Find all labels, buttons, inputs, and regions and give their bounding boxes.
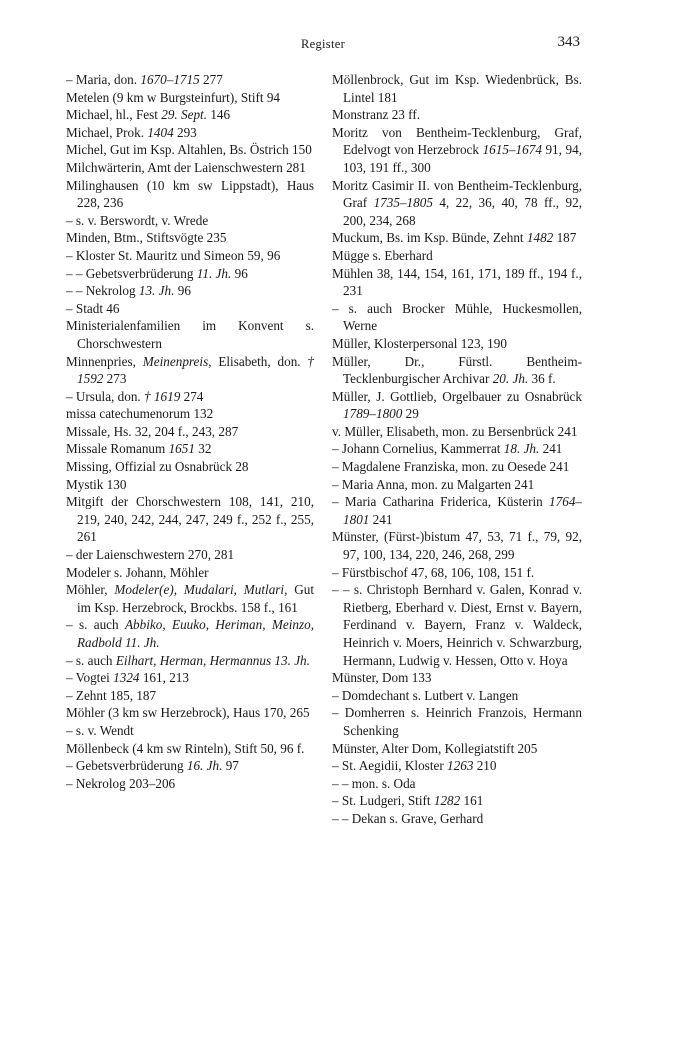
index-entry: – Maria Catharina Friderica, Küsterin 1764–1801 241: [332, 494, 582, 527]
index-entry: – s. auch Abbiko, Euuko, Heriman, Meinzo, Radbold 11. Jh.: [66, 617, 315, 650]
index-entry: Minnenpries, Meinenpreis, Elisabeth, don. † 1592 273: [66, 353, 314, 387]
index-entry: Münster, (Fürst-)bistum 47, 53, 71 f., 79, 92, 97, 100, 134, 220, 246, 268, 299: [332, 529, 582, 563]
index-entry: Müller, Dr., Fürstl. Bentheim-Tecklenburgischer Archivar 20. Jh. 36 f.: [332, 353, 582, 387]
index-entry: – Domdechant s. Lutbert v. Langen: [332, 687, 519, 703]
index-entry: – s. auch Eilhart, Herman, Hermannus 13. Jh.: [66, 652, 310, 668]
index-entry: – Stadt 46: [66, 300, 120, 316]
index-entry: Mitgift der Chorschwestern 108, 141, 210, 219, 240, 242, 244, 247, 249 f., 252 f., 255, 261: [66, 494, 314, 545]
index-entry: Ministerialenfamilien im Konvent s. Chorschwestern: [66, 318, 314, 351]
index-entry: Mühlen 38, 144, 154, 161, 171, 189 ff., 194 f., 231: [332, 265, 582, 299]
index-entry: – Gebetsverbrüderung 16. Jh. 97: [66, 758, 239, 774]
index-entry: Müller, Klosterpersonal 123, 190: [332, 335, 507, 351]
index-entry: Münster, Alter Dom, Kollegiatstift 205: [332, 740, 538, 756]
index-entry: – Fürstbischof 47, 68, 106, 108, 151 f.: [332, 564, 535, 580]
index-entry: – Magdalene Franziska, mon. zu Oesede 241: [332, 459, 570, 475]
index-entry: – s. v. Wendt: [66, 722, 134, 738]
running-head: Register: [300, 37, 346, 51]
index-entry: Minden, Btm., Stiftsvögte 235: [66, 230, 227, 246]
index-entry: Möhler (3 km sw Herzebrock), Haus 170, 265: [66, 705, 310, 721]
index-entry: – Kloster St. Mauritz und Simeon 59, 96: [66, 247, 281, 263]
index-entry: Möllenbrock, Gut im Ksp. Wiedenbrück, Bs. Lintel 181: [332, 72, 582, 105]
index-entry: – Ursula, don. † 1619 274: [66, 388, 204, 404]
index-entry: Modeler s. Johann, Möhler: [66, 564, 209, 580]
index-entry: Mügge s. Eberhard: [332, 247, 433, 263]
index-entry: – – mon. s. Oda: [332, 775, 416, 791]
index-entry: Möhler, Modeler(e), Mudalari, Mutlari, Gut im Ksp. Herzebrock, Brockbs. 158 f., 161: [66, 582, 314, 615]
index-entry: Möllenbeck (4 km sw Rinteln), Stift 50, 96 f.: [66, 740, 305, 756]
index-entry: Milinghausen (10 km sw Lippstadt), Haus 228, 236: [66, 177, 314, 211]
index-entry: Moritz Casimir II. von Bentheim-Tecklenburg, Graf 1735–1805 4, 22, 36, 40, 78 ff., 92, 200, 234, 268: [332, 177, 582, 228]
index-entry: Michael, hl., Fest 29. Sept. 146: [66, 107, 231, 123]
index-entry: Milchwärterin, Amt der Laienschwestern 281: [66, 159, 306, 175]
index-entry: Müller, J. Gottlieb, Orgelbauer zu Osnabrück 1789–1800 29: [332, 388, 582, 422]
index-entry: Münster, Dom 133: [332, 670, 432, 686]
index-entry: – St. Ludgeri, Stift 1282 161: [332, 793, 484, 809]
index-entry: Mystik 130: [66, 476, 127, 492]
index-entry: – Domherren s. Heinrich Franzois, Hermann Schenking: [332, 705, 582, 738]
index-entry: Metelen (9 km w Burgsteinfurt), Stift 94: [66, 89, 281, 105]
index-entry: – s. v. Berswordt, v. Wrede: [66, 212, 209, 228]
index-entry: Missale Romanum 1651 32: [66, 441, 212, 457]
index-entry: Michael, Prok. 1404 293: [66, 124, 197, 140]
index-entry: Monstranz 23 ff.: [332, 107, 421, 123]
page-number: 343: [557, 34, 580, 50]
index-entry: v. Müller, Elisabeth, mon. zu Bersenbrück 241: [332, 423, 578, 439]
index-entry: – Johann Cornelius, Kammerrat 18. Jh. 241: [332, 441, 563, 457]
index-entry: – Vogtei 1324 161, 213: [66, 670, 189, 686]
index-entry: – s. auch Brocker Mühle, Huckesmollen, Werne: [332, 300, 582, 334]
index-column-left: [66, 71, 314, 792]
index-entry: Muckum, Bs. im Ksp. Bünde, Zehnt 1482 187: [332, 230, 577, 246]
index-entry: Michel, Gut im Ksp. Altahlen, Bs. Östrich 150: [66, 142, 312, 158]
index-entry: missa catechumenorum 132: [66, 406, 214, 422]
index-entry: – – Dekan s. Grave, Gerhard: [332, 810, 484, 826]
page-header: [66, 34, 580, 54]
index-entry: Moritz von Bentheim-Tecklenburg, Graf, Edelvogt von Herzebrock 1615–1674 91, 94, 103, 191 ff., 300: [332, 124, 582, 175]
index-entry: – St. Aegidii, Kloster 1263 210: [332, 758, 497, 774]
index-entry: – Nekrolog 203–206: [66, 775, 176, 791]
index-entry: – Maria, don. 1670–1715 277: [66, 72, 223, 87]
index-entry: – – Nekrolog 13. Jh. 96: [66, 283, 191, 299]
index-entry: – Zehnt 185, 187: [66, 687, 157, 703]
index-column-right: [332, 71, 582, 828]
index-entry: – – s. Christoph Bernhard v. Galen, Konrad v. Rietberg, Eberhard v. Diest, Ernst v. Bayern, Ferdinand v. Bayern, Franz v. Waldeck, Heinrich v. Moers, Heinrich v. Schwarzburg, Hermann, Ludwig v. Hessen, Otto v. Hoya: [332, 582, 582, 668]
index-entry: Missing, Offizial zu Osnabrück 28: [66, 459, 249, 475]
index-entry: Missale, Hs. 32, 204 f., 243, 287: [66, 423, 239, 439]
index-entry: – Maria Anna, mon. zu Malgarten 241: [332, 476, 535, 492]
index-entry: – – Gebetsverbrüderung 11. Jh. 96: [66, 265, 248, 281]
index-entry: – der Laienschwestern 270, 281: [66, 547, 235, 563]
